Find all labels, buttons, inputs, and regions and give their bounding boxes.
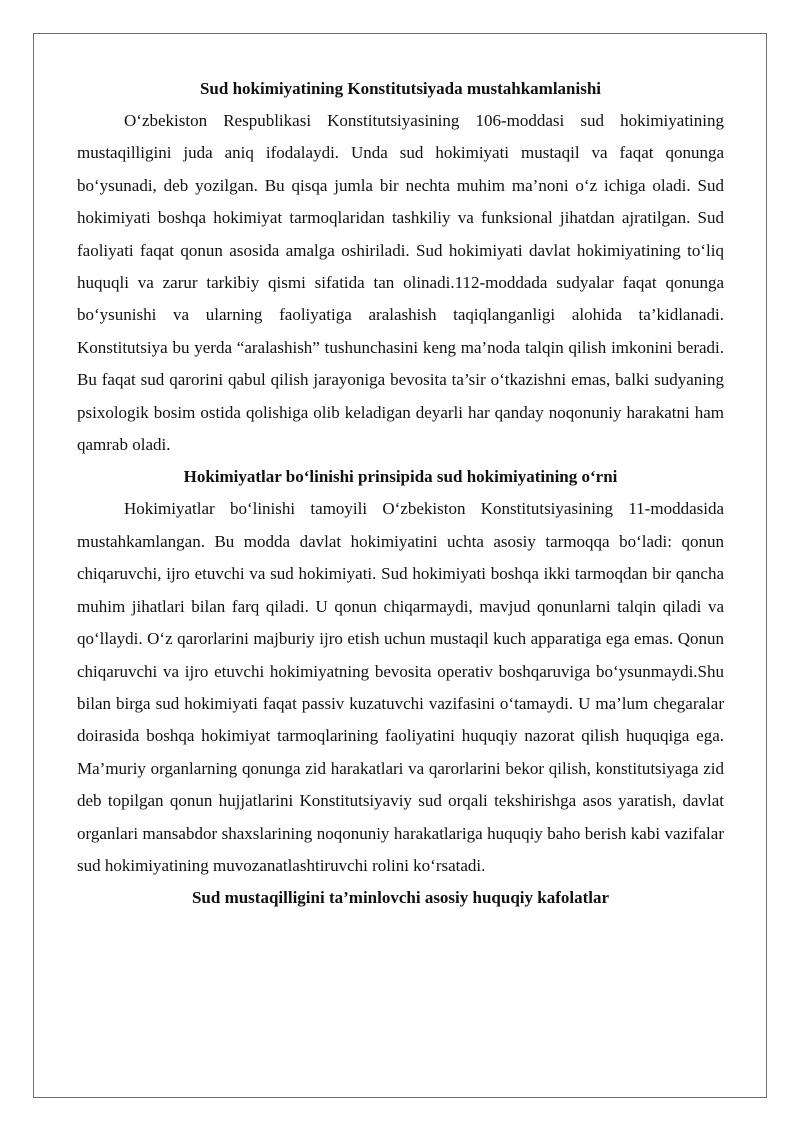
paragraph-constitution: O‘zbekiston Respublikasi Konstitutsiyasining 106-moddasi sud hokimiyatining mustaqilligini juda aniq ifodalaydi. Unda sud hokimiyati mustaqil va faqat qonunga bo‘ysunadi, deb yozilgan. Bu qisqa jumla bir nechta muhim ma’noni o‘z ichiga oladi. Sud hokimiyati boshqa hokimiyat tarmoqlaridan tashkiliy va funksional jihatdan ajratilgan. Sud faoliyati faqat qonun asosida amalga oshiriladi. Sud hokimiyati davlat hokimiyatining to‘liq huquqli va zarur tarkibiy qismi sifatida tan olinadi.112-moddada sudyalar faqat qonunga bo‘ysunishi va ularning faoliyatiga aralashish taqiqlanganligi alohida ta’kidlanadi. Konstitutsiya bu yerda “aralashish” tushunchasini keng ma’noda talqin qilish imkonini beradi. Bu faqat sud qarorini qabul qilish jarayoniga bevosita ta’sir o‘tkazishni emas, balki sudyaning psixologik bosim ostida qolishiga olib keladigan deyarli har qanday noqonuniy harakatni ham qamrab oladi. (77, 111, 724, 455)
section-heading-constitution: Sud hokimiyatining Konstitutsiyada mustahkamlanishi (199, 79, 602, 98)
paragraph-separation-of-powers: Hokimiyatlar bo‘linishi tamoyili O‘zbekiston Konstitutsiyasining 11-moddasida mustahkamlangan. Bu modda davlat hokimiyatini uchta asosiy tarmoqqa bo‘ladi: qonun chiqaruvchi, ijro etuvchi va sud hokimiyati. Sud hokimiyati boshqa ikki tarmoqdan bir qancha muhim jihatlari bilan farq qiladi. U qonun chiqarmaydi, mavjud qonunlarni talqin qiladi va qo‘llaydi. O‘z qarorlarini majburiy ijro etish uchun mustaqil kuch apparatiga ega emas. Qonun chiqaruvchi va ijro etuvchi hokimiyatning bevosita operativ boshqaruviga bo‘ysunmaydi.Shu bilan birga sud hokimiyati faqat passiv kuzatuvchi vazifasini o‘tamaydi. U ma’lum chegaralar doirasida boshqa hokimiyat tarmoqlarining faoliyatini huquqiy nazorat qilish huquqiga ega. Ma’muriy organlarning qonunga zid harakatlari va qarorlarini bekor qilish, konstitutsiyaga zid deb topilgan qonun hujjatlarini Konstitutsiyaviy sud orqali tekshirishga asos yaratish, davlat organlari mansabdor shaxslarining noqonuniy harakatlariga huquqiy baho berish kabi vazifalar sud hokimiyatining muvozanatlashtiruvchi rolini ko‘rsatadi. (77, 499, 724, 875)
document-body (77, 73, 724, 914)
section-heading-separation-of-powers: Hokimiyatlar bo‘linishi prinsipida sud hokimiyatining o‘rni (183, 467, 618, 487)
section-heading-guarantees: Sud mustaqilligini ta’minlovchi asosiy huquqiy kafolatlar (191, 888, 610, 908)
